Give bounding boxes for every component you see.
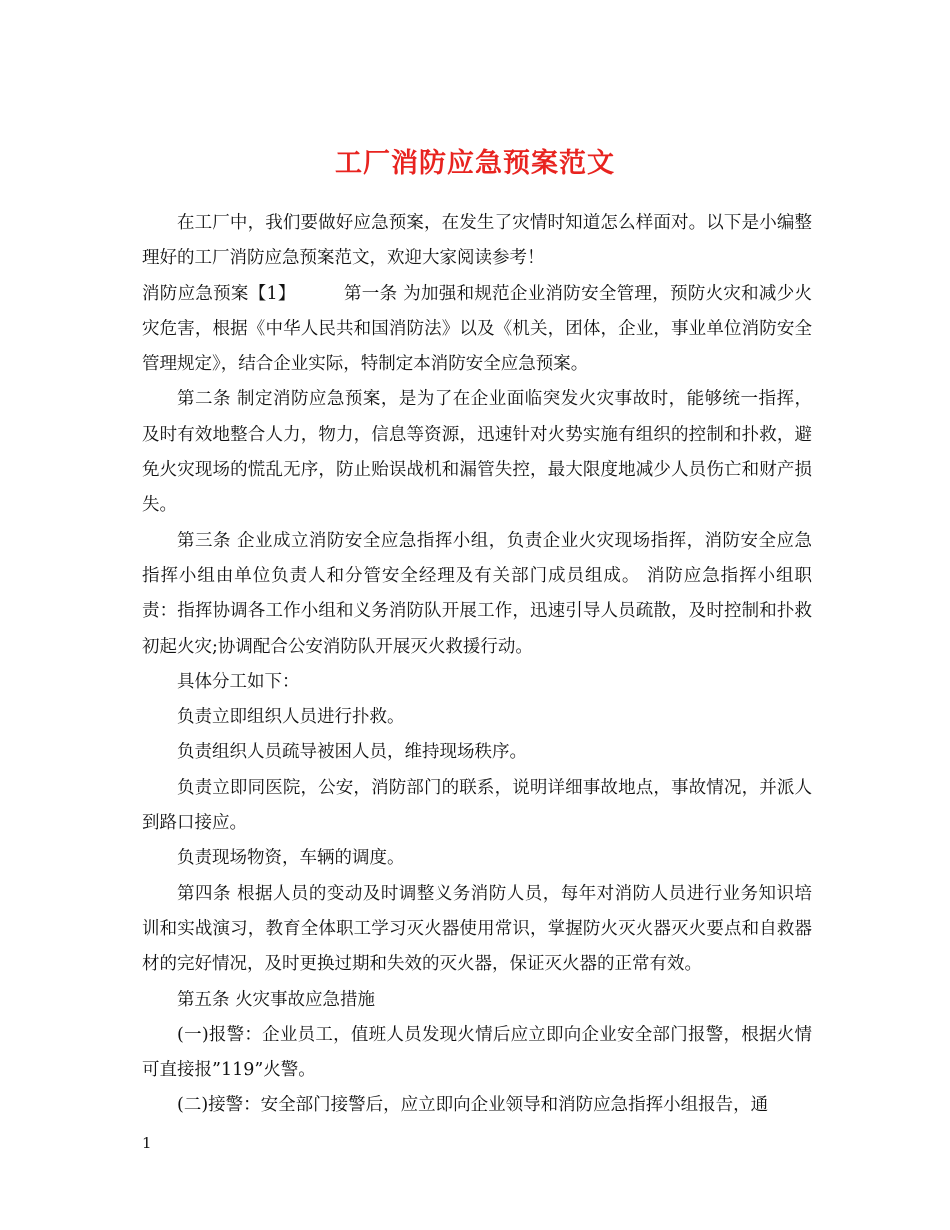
document-body [142, 206, 812, 1124]
document-title: 工厂消防应急预案范文 [335, 148, 615, 180]
article-2: 第二条 制定消防应急预案，是为了在企业面临突发火灾事故时，能够统一指挥，及时有效地整合人力，物力，信息等资源，迅速针对火势实施有组织的控制和扑救，避免火灾现场的慌乱无序，防止贻误战机和漏管失控，最大限度地减少人员伤亡和财产损失。 [142, 389, 812, 516]
plan-heading: 消防应急预案【1】 [142, 283, 296, 304]
measure-alarm: (一)报警：企业员工，值班人员发现火情后应立即向企业安全部门报警，根据火情可直接报”119”火警。 [142, 1024, 812, 1081]
duty-item: 负责组织人员疏导被困人员，维持现场秩序。 [177, 742, 527, 763]
page-number: 1 [142, 1134, 152, 1152]
article-5-heading: 第五条 火灾事故应急措施 [177, 989, 376, 1010]
article-4: 第四条 根据人员的变动及时调整义务消防人员，每年对消防人员进行业务知识培训和实战演习，教育全体职工学习灭火器使用常识，掌握防火灭火器灭火要点和自救器材的完好情况，及时更换过期和失效的灭火器，保证灭火器的正常有效。 [142, 883, 812, 975]
plan-first-paragraph [142, 277, 812, 383]
duty-item: 负责立即同医院，公安，消防部门的联系，说明详细事故地点，事故情况，并派人到路口接应。 [142, 777, 812, 834]
intro-paragraph: 在工厂中，我们要做好应急预案，在发生了灾情时知道怎么样面对。以下是小编整理好的工厂消防应急预案范文，欢迎大家阅读参考！ [142, 213, 812, 269]
duty-item: 负责立即组织人员进行扑救。 [177, 707, 405, 728]
article-3: 第三条 企业成立消防安全应急指挥小组，负责企业火灾现场指挥，消防安全应急指挥小组由单位负责人和分管安全经理及有关部门成员组成。 消防应急指挥小组职责：指挥协调各工作小组和义务消防队开展工作，迅速引导人员疏散，及时控制和扑救初起火灾;协调配合公安消防队开展灭火救援行动。 [142, 530, 812, 657]
division-heading: 具体分工如下： [177, 671, 300, 692]
measure-receive-alarm: (二)接警：安全部门接警后，应立即向企业领导和消防应急指挥小组报告，通 [177, 1095, 769, 1116]
duty-item: 负责现场物资，车辆的调度。 [177, 848, 405, 869]
article-1: 第一条 为加强和规范企业消防安全管理，预防火灾和减少火灾危害，根据《中华人民共和国消防法》以及《机关，团体，企业，事业单位消防安全管理规定》，结合企业实际，特制定本消防安全应急预案。 [142, 283, 813, 375]
